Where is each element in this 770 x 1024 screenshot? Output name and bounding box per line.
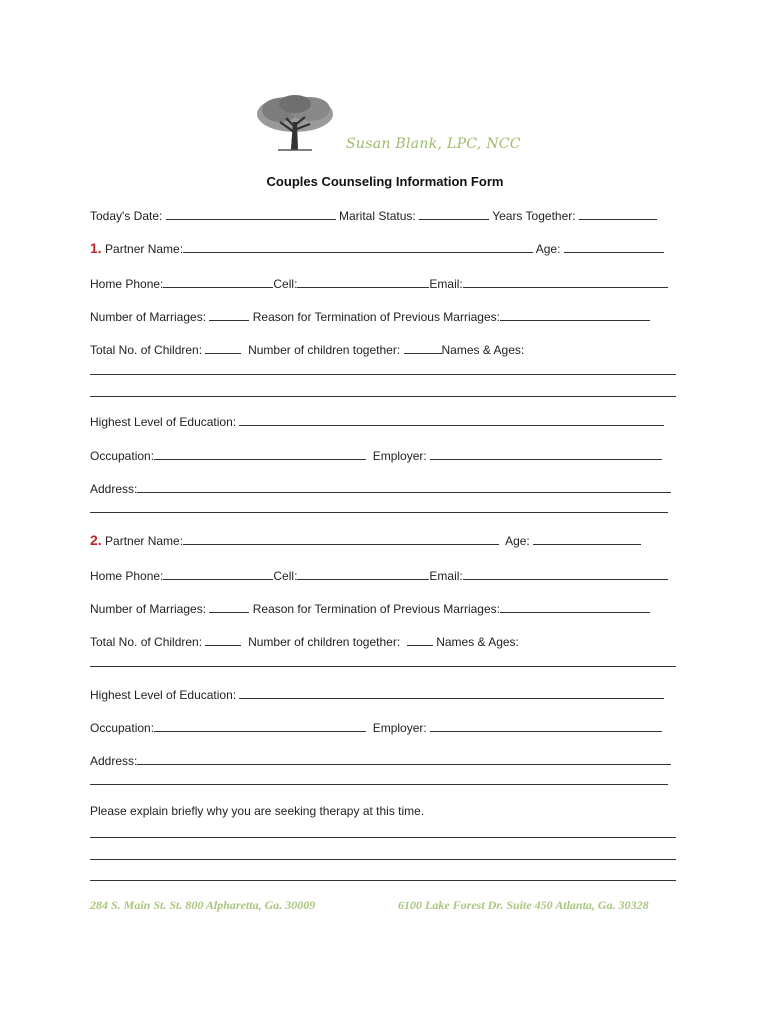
partner2-children-together-field[interactable]	[407, 633, 433, 646]
partner1-address-line-2[interactable]	[90, 512, 668, 513]
footer-address-right: 6100 Lake Forest Dr. Suite 450 Atlanta, Ga. 30328	[398, 898, 649, 912]
partner1-education-row	[90, 413, 664, 429]
partner1-name-label: Partner Name:	[105, 242, 184, 256]
partner1-email-field[interactable]	[463, 275, 668, 288]
explain-line-2[interactable]	[90, 859, 676, 860]
partner1-children-row	[90, 341, 524, 357]
partner2-marriages-row	[90, 600, 650, 616]
partner1-children-field[interactable]	[205, 341, 241, 354]
general-row	[90, 207, 657, 223]
partner2-employer-field[interactable]	[430, 719, 662, 732]
partner2-email-field[interactable]	[463, 567, 668, 580]
partner1-employer-label: Employer:	[372, 449, 427, 463]
partner2-children-together-label: Number of children together:	[248, 635, 401, 649]
partner2-email-label: Email:	[429, 569, 463, 583]
partner1-address-row	[90, 480, 671, 496]
partner1-age-field[interactable]	[564, 240, 664, 253]
brand-name: Susan Blank, LPC, NCC	[346, 136, 521, 152]
partner2-address-label: Address:	[90, 754, 138, 768]
partner1-cell-field[interactable]	[297, 275, 429, 288]
partner2-cell-field[interactable]	[297, 567, 429, 580]
partner2-termination-field[interactable]	[500, 600, 650, 613]
partner1-email-label: Email:	[429, 277, 463, 291]
partner2-education-field[interactable]	[239, 686, 664, 699]
partner1-home-phone-field[interactable]	[163, 275, 273, 288]
partner2-cell-label: Cell:	[273, 569, 298, 583]
form-title: Couples Counseling Information Form	[266, 174, 504, 189]
partner1-marriages-row	[90, 308, 650, 324]
footer-address-left: 284 S. Main St. St. 800 Alpharetta, Ga. 30009	[90, 898, 316, 912]
partner2-address-line-2[interactable]	[90, 784, 668, 785]
partner1-education-field[interactable]	[239, 413, 664, 426]
partner2-phone-row	[90, 567, 668, 583]
partner1-termination-field[interactable]	[500, 308, 650, 321]
partner2-occupation-label: Occupation:	[90, 721, 155, 735]
partner2-name-label: Partner Name:	[105, 534, 184, 548]
partner1-name-row	[90, 240, 664, 256]
partner1-name-field[interactable]	[183, 240, 533, 253]
partner1-address-label: Address:	[90, 482, 138, 496]
years-together-label: Years Together:	[492, 209, 576, 223]
partner1-employer-field[interactable]	[430, 447, 662, 460]
partner1-children-line-1[interactable]	[90, 374, 676, 375]
partner2-education-row	[90, 686, 664, 702]
tree-icon	[250, 92, 340, 152]
explain-line-1[interactable]	[90, 837, 676, 838]
partner2-marriages-field[interactable]	[209, 600, 249, 613]
partner1-children-label: Total No. of Children:	[90, 343, 203, 357]
marital-status-field[interactable]	[419, 207, 489, 220]
partner2-employer-label: Employer:	[372, 721, 427, 735]
partner2-children-row	[90, 633, 519, 649]
marital-status-label: Marital Status:	[339, 209, 416, 223]
partner2-education-label: Highest Level of Education:	[90, 688, 237, 702]
partner2-age-field[interactable]	[533, 532, 641, 545]
partner2-children-field[interactable]	[205, 633, 241, 646]
partner1-marriages-label: Number of Marriages:	[90, 310, 207, 324]
partner1-education-label: Highest Level of Education:	[90, 415, 237, 429]
partner1-termination-label: Reason for Termination of Previous Marriages:	[252, 310, 500, 324]
partner2-address-row	[90, 752, 671, 768]
explain-label: Please explain briefly why you are seeking therapy at this time.	[90, 804, 425, 818]
todays-date-label: Today's Date:	[90, 209, 163, 223]
partner1-names-ages-label: Names & Ages:	[441, 343, 525, 357]
partner2-names-ages-label: Names & Ages:	[436, 635, 519, 649]
partner2-name-field[interactable]	[183, 532, 499, 545]
partner2-name-row	[90, 532, 641, 548]
partner1-age-label: Age:	[535, 242, 561, 256]
partner1-children-together-label: Number of children together:	[248, 343, 401, 357]
partner2-children-label: Total No. of Children:	[90, 635, 203, 649]
partner2-marriages-label: Number of Marriages:	[90, 602, 207, 616]
partner1-number: 1.	[90, 240, 102, 256]
partner1-children-together-field[interactable]	[404, 341, 442, 354]
partner1-occupation-row	[90, 447, 662, 463]
partner2-address-field[interactable]	[137, 752, 671, 765]
partner2-age-label: Age:	[505, 534, 530, 548]
partner2-children-line-1[interactable]	[90, 666, 676, 667]
explain-line-3[interactable]	[90, 880, 676, 881]
partner1-cell-label: Cell:	[273, 277, 298, 291]
partner2-home-phone-field[interactable]	[163, 567, 273, 580]
partner1-home-phone-label: Home Phone:	[90, 277, 164, 291]
years-together-field[interactable]	[579, 207, 657, 220]
partner1-occupation-field[interactable]	[154, 447, 366, 460]
partner2-occupation-field[interactable]	[154, 719, 366, 732]
partner1-address-field[interactable]	[137, 480, 671, 493]
partner2-home-phone-label: Home Phone:	[90, 569, 164, 583]
partner2-number: 2.	[90, 532, 102, 548]
partner1-occupation-label: Occupation:	[90, 449, 155, 463]
partner1-marriages-field[interactable]	[209, 308, 249, 321]
partner2-occupation-row	[90, 719, 662, 735]
partner1-children-line-2[interactable]	[90, 396, 676, 397]
todays-date-field[interactable]	[166, 207, 336, 220]
partner1-phone-row	[90, 275, 668, 291]
partner2-termination-label: Reason for Termination of Previous Marriages:	[252, 602, 500, 616]
